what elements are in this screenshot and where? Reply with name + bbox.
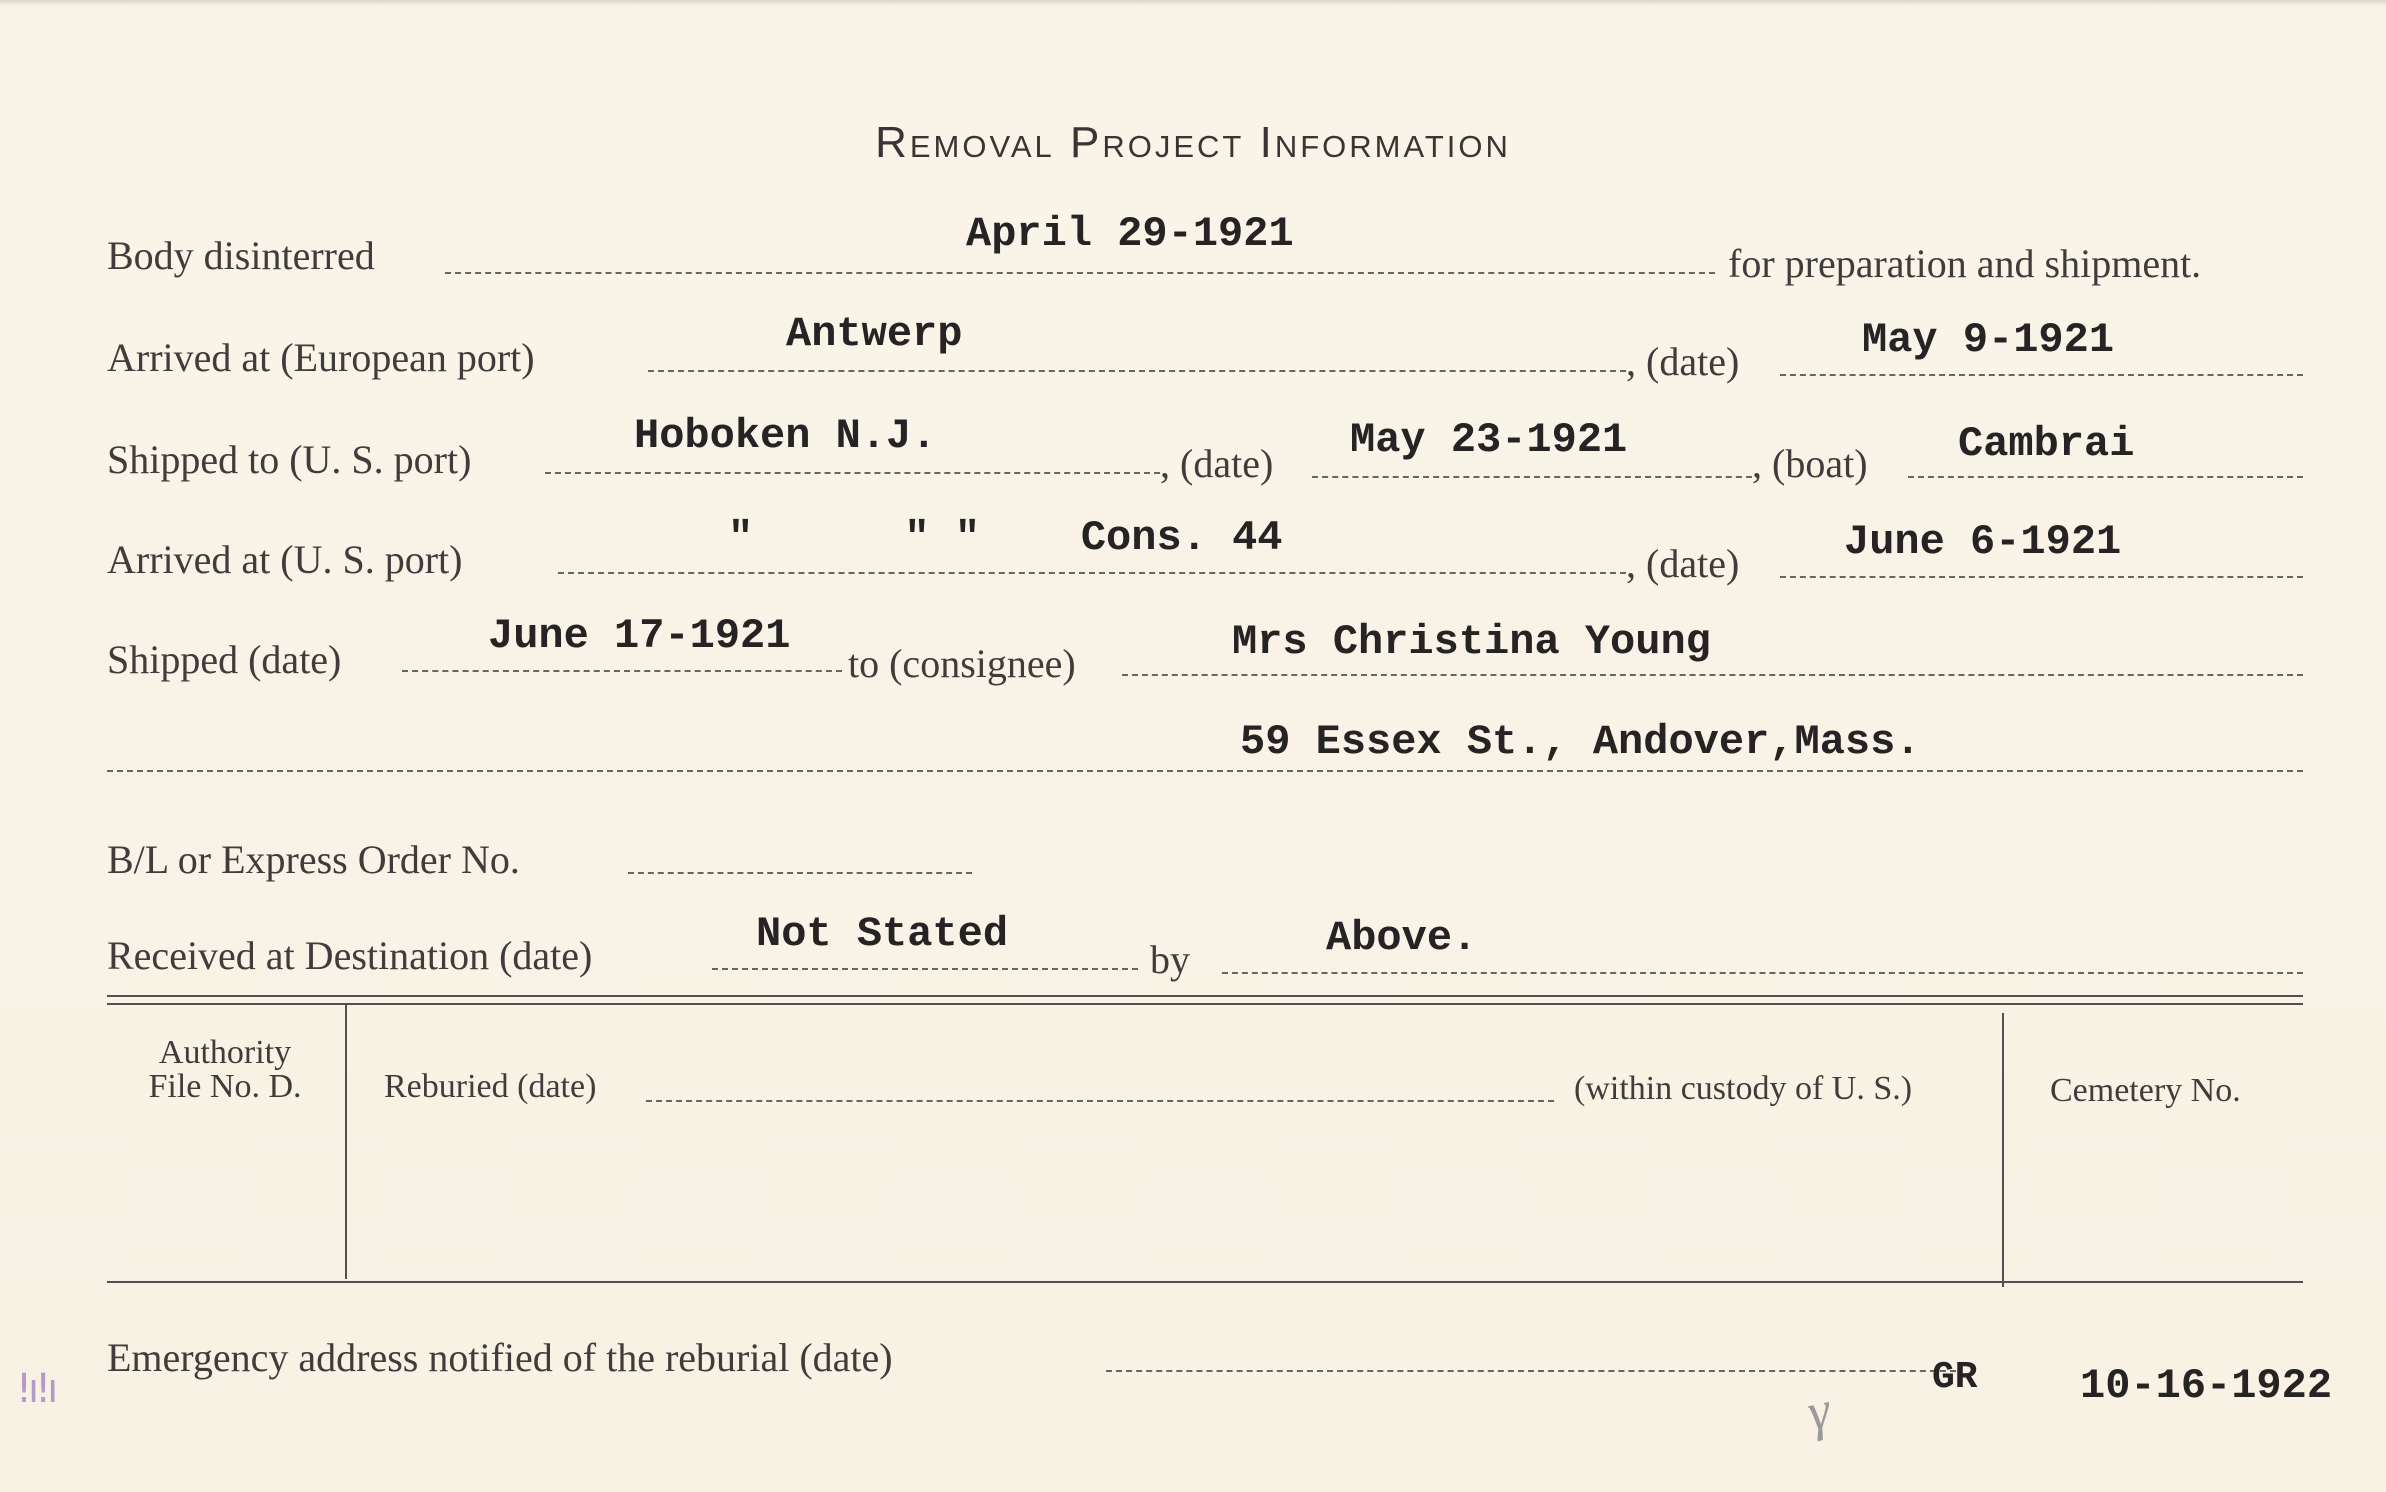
received-destination-line xyxy=(712,968,1138,970)
us-port-shipped-date-line xyxy=(1312,476,1752,478)
european-port-line xyxy=(648,370,1626,372)
boat-value: Cambrai xyxy=(1958,420,2135,468)
stamp-mark: !ı!ı xyxy=(16,1366,55,1412)
reburied-label: Reburied (date) xyxy=(384,1068,597,1105)
card-top-edge xyxy=(0,0,2386,6)
us-port-shipped-date-value: May 23-1921 xyxy=(1350,416,1628,464)
preparation-shipment-label: for preparation and shipment. xyxy=(1728,241,2202,286)
us-port-arrived-date-value: June 6-1921 xyxy=(1844,518,2122,566)
received-by-line xyxy=(1222,972,2303,974)
boat-line xyxy=(1908,476,2303,478)
card-title: Removal Project Information xyxy=(875,118,1511,167)
consignee-address: 59 Essex St., Andover,Mass. xyxy=(1240,718,1921,766)
reburied-line xyxy=(646,1100,1554,1102)
emergency-address-line xyxy=(1106,1370,1956,1372)
file-no-label: File No. D. xyxy=(148,1068,302,1105)
received-destination-label: Received at Destination (date) xyxy=(107,933,593,978)
cemetery-no-label: Cemetery No. xyxy=(2050,1072,2241,1109)
consignee-label: to (consignee) xyxy=(848,641,1076,686)
box-bottom-rule xyxy=(107,1281,2303,1283)
shipped-date-line xyxy=(402,670,842,672)
authority-label: Authority xyxy=(158,1034,292,1071)
custody-label: (within custody of U. S.) xyxy=(1574,1070,1913,1107)
shipped-date-label: Shipped (date) xyxy=(107,637,342,682)
us-port-arrived-line xyxy=(558,572,1626,574)
box-top-rule-2 xyxy=(107,1003,2303,1005)
european-port-value: Antwerp xyxy=(786,310,963,358)
bl-order-label: B/L or Express Order No. xyxy=(107,837,520,882)
bl-order-line xyxy=(628,872,972,874)
us-port-arrived-label: Arrived at (U. S. port) xyxy=(107,537,463,582)
us-port-shipped-label: Shipped to (U. S. port) xyxy=(107,437,472,482)
boat-label: , (boat) xyxy=(1752,441,1868,486)
us-port-arrived-value: " " " Cons. 44 xyxy=(728,514,1283,562)
emergency-date-value: 10-16-1922 xyxy=(2080,1362,2333,1410)
us-port-arrived-date-line xyxy=(1780,576,2303,578)
us-port-arrived-date-label: , (date) xyxy=(1626,541,1740,586)
european-date-line xyxy=(1780,374,2303,376)
us-port-shipped-line xyxy=(545,472,1160,474)
emergency-address-label: Emergency address notified of the reburial (date) xyxy=(107,1335,893,1380)
us-port-shipped-date-label: , (date) xyxy=(1160,441,1274,486)
us-port-shipped-value: Hoboken N.J. xyxy=(634,412,937,460)
body-disinterred-label: Body disinterred xyxy=(107,233,375,278)
european-port-label: Arrived at (European port) xyxy=(107,335,535,380)
gr-code: GR xyxy=(1932,1356,1978,1399)
european-date-value: May 9-1921 xyxy=(1862,316,2115,364)
consignee-value: Mrs Christina Young xyxy=(1232,618,1711,666)
box-top-rule-1 xyxy=(107,995,2303,997)
shipped-date-value: June 17-1921 xyxy=(488,612,791,660)
box-divider-right xyxy=(2002,1013,2004,1287)
consignee-line xyxy=(1122,674,2303,676)
address-line xyxy=(107,770,2303,772)
body-disinterred-value: April 29-1921 xyxy=(966,210,1294,258)
box-divider-left xyxy=(345,1005,347,1279)
received-by-label: by xyxy=(1150,937,1190,982)
received-destination-value: Not Stated xyxy=(756,910,1009,958)
european-date-label: , (date) xyxy=(1626,339,1740,384)
handwritten-mark: γ xyxy=(1801,1379,1836,1443)
body-disinterred-line xyxy=(445,272,1715,274)
received-by-value: Above. xyxy=(1326,914,1478,962)
